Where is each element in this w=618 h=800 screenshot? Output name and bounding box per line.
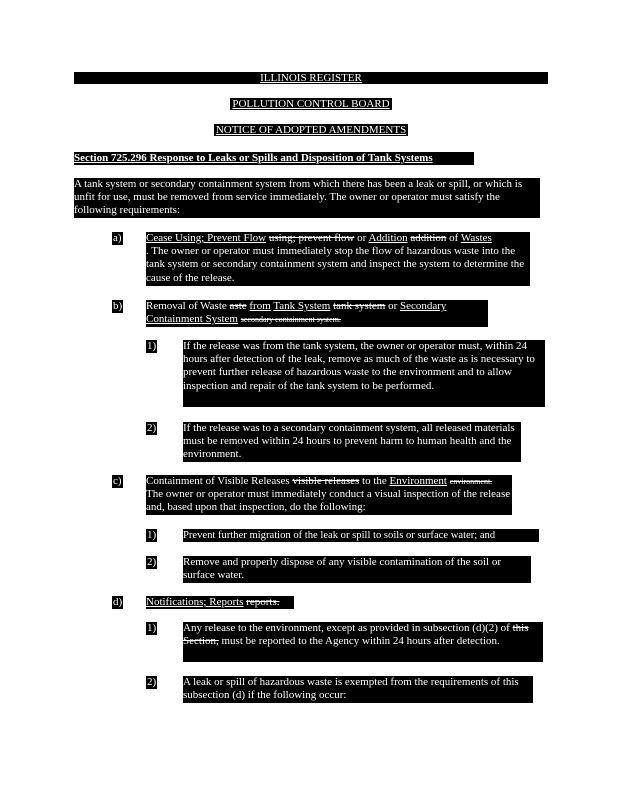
item-b-heading-from: from (249, 300, 271, 312)
item-c-deleted-visible-releases: visible releases (292, 475, 360, 487)
item-d2 (183, 676, 533, 703)
item-d1-deleted-text: this Section, (183, 622, 529, 648)
intro-text: A tank system or secondary containment system from which there has been a leak or spill, or which is unfit for use, must be removed from service immediately. The owner or operator must satisfy the following requirements: (74, 178, 523, 217)
item-b2-text: If the release was to a secondary containment system, all released materials must be removed within 24 hours to prevent harm to human health and the environment. (183, 422, 515, 461)
item-b1 (183, 340, 545, 407)
item-b-inserted-secondary: Secondary Containment System (146, 300, 447, 326)
item-c2 (183, 556, 531, 583)
item-a-heading-of: of (449, 232, 459, 244)
item-b-heading-or: or (388, 300, 398, 312)
item-c1-label: 1) (147, 529, 157, 541)
item-c-label: c) (113, 475, 122, 487)
section-title-text: Section 725.296 Response to Leaks or Spills and Disposition of Tank Systems (74, 152, 433, 164)
item-d1 (183, 622, 543, 662)
item-a-heading-or: or (357, 232, 367, 244)
item-b-deleted-tank-system: tank system (333, 300, 386, 312)
register-title: ILLINOIS REGISTER (260, 72, 362, 84)
item-b-deleted-secondary: secondary containment system. (240, 315, 341, 325)
item-c (146, 475, 512, 515)
item-b-heading (146, 300, 488, 327)
item-a-heading: Cease Using; Prevent Flow (146, 232, 267, 244)
item-c-deleted-environment: environment. (449, 477, 493, 486)
notice-title: NOTICE OF ADOPTED AMENDMENTS (215, 124, 407, 136)
item-c1-text: Prevent further migration of the leak or spill to soils or surface water; and (183, 530, 496, 541)
item-c-heading-to: to the (362, 475, 387, 487)
item-d-deleted-reports: reports. (246, 596, 280, 608)
item-c1 (183, 529, 539, 542)
item-c-body: The owner or operator must immediately conduct a visual inspection of the release and, based upon that inspection, do the following: (146, 488, 511, 514)
item-d2-text: A leak or spill of hazardous waste is exempted from the requirements of this subsection (d) if the following occur: (183, 676, 519, 702)
item-a-deleted-text: using; prevent flow (268, 232, 355, 244)
item-b-deleted-aste: aste (229, 300, 247, 312)
item-d1-text-a: Any release to the environment, except as provided in subsection (d)(2) of (183, 622, 510, 634)
item-c2-label: 2) (147, 556, 157, 568)
item-d2-label: 2) (147, 676, 157, 688)
item-c-heading-a: Containment of Visible Releases (146, 475, 290, 487)
item-a (146, 232, 530, 286)
item-a-deleted-addition: addition (410, 232, 447, 244)
item-d-label: d) (113, 596, 123, 608)
section-title (74, 152, 474, 165)
item-d-heading-text: Notifications; Reports (146, 596, 244, 608)
item-a-inserted-wastes: Wastes (460, 232, 492, 244)
item-d1-label: 1) (147, 622, 157, 634)
item-d-heading (146, 596, 294, 609)
item-b2 (183, 422, 521, 462)
item-b1-text: If the release was from the tank system, the owner or operator must, within 24 hours after detection of the leak, remove as much of the waste as is necessary to prevent further release of hazardous waste to the environment and to allow inspection and repair of the tank system to be performed. (183, 340, 535, 392)
item-d1-text-b: must be reported to the Agency within 24 hours after detection. (221, 635, 500, 648)
intro-paragraph (74, 178, 540, 218)
register-header (74, 72, 548, 84)
item-b-label: b) (113, 300, 123, 312)
item-c2-text: Remove and properly dispose of any visible contamination of the soil or surface water. (183, 556, 502, 582)
item-a-body: . The owner or operator must immediately stop the flow of hazardous waste into the tank system or secondary containment system and inspect the system to determine the cause of the release. (146, 245, 525, 284)
item-b-heading-a: Removal of Waste (146, 300, 227, 312)
item-c-inserted-environment: Environment (389, 475, 447, 487)
board-header (74, 98, 548, 110)
item-b2-label: 2) (147, 422, 157, 434)
notice-header (74, 124, 548, 136)
board-title: POLLUTION CONTROL BOARD (232, 98, 390, 110)
item-a-inserted-addition: Addition (368, 232, 408, 244)
item-b1-label: 1) (147, 340, 157, 352)
item-b-inserted-tank-system: Tank System (273, 300, 331, 312)
item-a-label: a) (113, 232, 122, 244)
